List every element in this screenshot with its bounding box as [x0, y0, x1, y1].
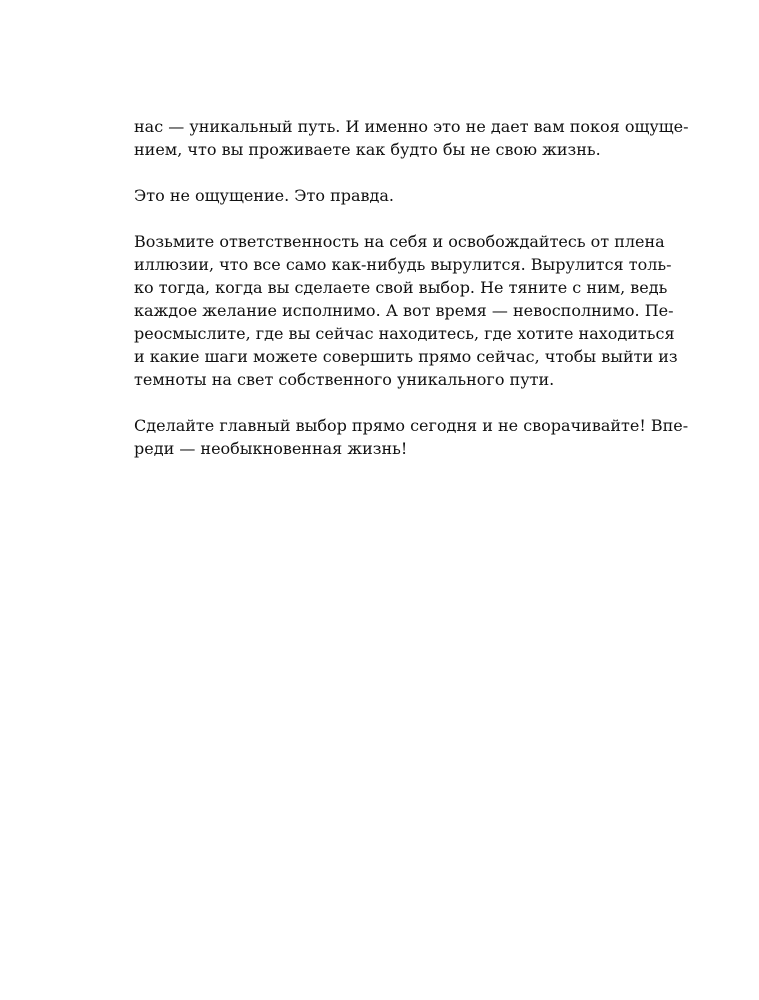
text-line: каждое желание исполнимо. А вот время — невосполнимо. Пе-: [134, 301, 674, 320]
text-line: и какие шаги можете совершить прямо сейчас, чтобы выйти из: [134, 347, 678, 366]
text-line: нием, что вы проживаете как будто бы не свою жизнь.: [134, 140, 601, 159]
text-line: иллюзии, что все само как-нибудь вырулится. Вырулится толь-: [134, 255, 672, 274]
body-text: [134, 115, 689, 483]
text-line: нас — уникальный путь. И именно это не дает вам покоя ощуще-: [134, 117, 689, 136]
text-line: реди — необыкновенная жизнь!: [134, 439, 408, 458]
paragraph-2: [134, 184, 664, 207]
paragraph-4: [134, 414, 689, 460]
text-line: темноты на свет собственного уникального пути.: [134, 370, 555, 389]
paragraph-3: [134, 230, 678, 391]
text-line: Это не ощущение. Это правда.: [134, 186, 395, 205]
text-line: Возьмите ответственность на себя и освобождайтесь от плена: [134, 232, 665, 251]
text-line: реосмыслите, где вы сейчас находитесь, где хотите находиться: [134, 324, 675, 343]
text-line: Сделайте главный выбор прямо сегодня и не сворачивайте! Впе-: [134, 416, 689, 435]
paragraph-1: [134, 115, 689, 161]
text-line: ко тогда, когда вы сделаете свой выбор. Не тяните с ним, ведь: [134, 278, 668, 297]
